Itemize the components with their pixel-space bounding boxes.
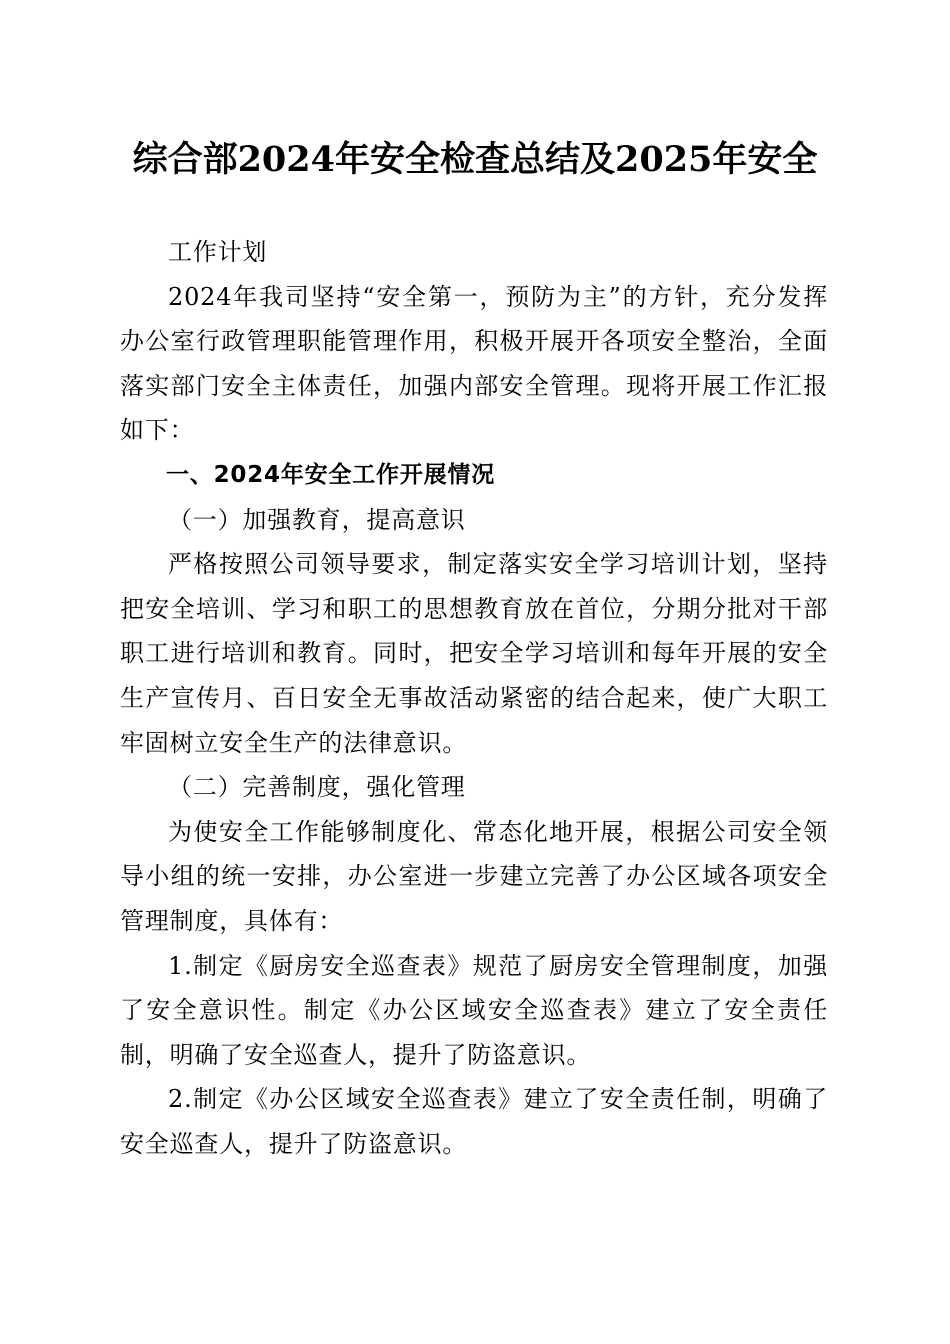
subsection-paragraph-2: 为使安全工作能够制度化、常态化地开展，根据公司安全领导小组的统一安排，办公室进一步建立完善了办公区域各项安全管理制度，具体有： (120, 817, 828, 935)
document-body (120, 230, 828, 1166)
subsection-heading-2: （二）完善制度，强化管理 (168, 773, 466, 802)
title-continuation: 工作计划 (168, 238, 268, 266)
list-item-2: 2.制定《办公区域安全巡查表》建立了安全责任制，明确了安全巡查人，提升了防盗意识。 (120, 1085, 828, 1158)
document-title: 综合部2024年安全检查总结及2025年安全 (132, 139, 818, 180)
subsection-paragraph-1: 严格按照公司领导要求，制定落实安全学习培训计划，坚持把安全培训、学习和职工的思想教育放在首位，分期分批对干部职工进行培训和教育。同时，把安全学习培训和每年开展的安全生产宣传月、百日安全无事故活动紧密的结合起来，使广大职工牢固树立安全生产的法律意识。 (120, 550, 828, 757)
list-item-1: 1.制定《厨房安全巡查表》规范了厨房安全管理制度，加强了安全意识性。制定《办公区域安全巡查表》建立了安全责任制，明确了安全巡查人，提升了防盗意识。 (120, 951, 828, 1069)
section-heading-1: 一、2024年安全工作开展情况 (166, 461, 496, 488)
intro-paragraph: 2024年我司坚持“安全第一，预防为主”的方针，充分发挥办公室行政管理职能管理作用，积极开展开各项安全整治，全面落实部门安全主体责任，加强内部安全管理。现将开展工作汇报如下： (120, 282, 828, 445)
subsection-heading-1: （一）加强教育，提高意识 (168, 505, 466, 534)
